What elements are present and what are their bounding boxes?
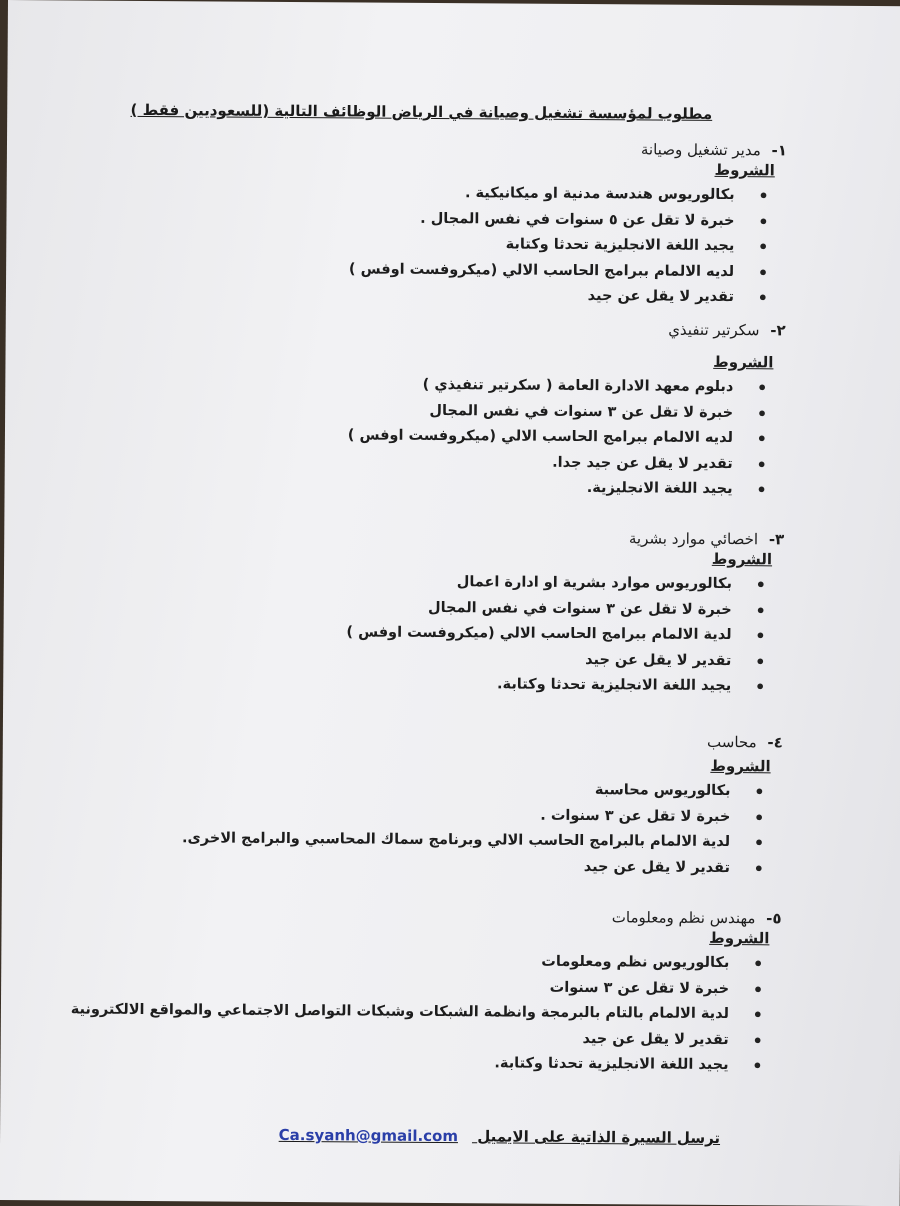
conditions-list (193, 568, 784, 700)
job-number: ٣- (768, 530, 785, 549)
list-item: • لدية الالمام ببرامج الحاسب الالي (ميكروفست اوفس ) (194, 619, 766, 648)
list-item: • بكالوريوس هندسة مدنية او ميكانيكية . (197, 179, 769, 208)
job-heading (192, 905, 782, 927)
conditions-list (70, 947, 782, 1079)
job-number: ٤- (767, 733, 783, 752)
job-number: ٢- (770, 321, 786, 340)
job-section-4 (181, 729, 783, 881)
job-heading (196, 317, 786, 339)
job-heading (193, 729, 783, 751)
job-section-3 (193, 526, 784, 700)
list-item: • تقدير لا يقل عن جيد (191, 1024, 763, 1053)
job-title: محاسب (707, 732, 757, 752)
list-item: • لديه الالمام ببرامج الحاسب الالي (ميكروفست اوفس ) (195, 422, 767, 451)
list-item: • بكالوريوس محاسبة (192, 775, 764, 804)
list-item: • خبرة لا تقل عن ٣ سنوات في نفس المجال (195, 397, 767, 426)
conditions-label: الشروط (714, 160, 775, 180)
list-item: • خبرة لا تقل عن ٣ سنوات في نفس المجال (194, 594, 766, 623)
list-item: • يجيد اللغة الانجليزية. (195, 473, 767, 502)
conditions-label: الشروط (713, 352, 774, 372)
job-title: مهندس نظم ومعلومات (611, 908, 756, 928)
list-item: • خبرة لا تقل عن ٥ سنوات في نفس المجال . (196, 205, 768, 234)
job-title: اخصائي موارد بشرية (628, 529, 759, 549)
conditions-list (181, 775, 783, 881)
list-item: • يجيد اللغة الانجليزية تحدثا وكتابة. (191, 1049, 763, 1078)
job-number: ١- (771, 141, 788, 160)
conditions-list (196, 179, 787, 311)
conditions-label: الشروط (711, 549, 773, 569)
conditions-label: الشروط (709, 928, 770, 948)
job-section-1 (196, 137, 787, 311)
job-section-2 (195, 317, 786, 503)
list-item: • تقدير لا يقل عن جيد (196, 281, 768, 310)
job-title: مدير تشغيل وصيانة (640, 140, 761, 160)
job-section-5 (70, 905, 782, 1079)
list-item: • بكالوريوس موارد بشرية او ادارة اعمال (194, 568, 766, 597)
list-item: • تقدير لا يقل عن جيد جدا. (195, 448, 767, 477)
list-item: • يجيد اللغة الانجليزية تحدثا وكتابة (196, 230, 768, 259)
list-item: • خبرة لا تقل عن ٣ سنوات . (192, 801, 764, 830)
job-title: سكرتير تنفيذي (668, 320, 760, 340)
list-item: • تقدير لا يقل عن جيد (193, 645, 765, 674)
list-item: • لدية الالمام بالبرامج الحاسب الالي وبرنامج سماك المحاسبي والبرامج الاخرى. (192, 826, 764, 855)
conditions-list (195, 371, 786, 503)
job-heading (194, 526, 784, 548)
list-item: • لديه الالمام ببرامج الحاسب الالي (ميكروفست اوفس ) (196, 256, 768, 285)
list-item: • بكالوريوس نظم ومعلومات (191, 947, 763, 976)
conditions-label: الشروط (710, 756, 771, 776)
footer-contact (278, 1125, 721, 1147)
list-item: • دبلوم معهد الادارة العامة ( سكرتير تنفيذي ) (195, 371, 767, 400)
job-number: ٥- (766, 909, 782, 928)
email-link[interactable]: Ca.syanh@gmail.com (278, 1125, 459, 1146)
list-item: • لدية الالمام بالتام بالبرمجة وانظمة الشبكات وشبكات التواصل الاجتماعي والمواقع الالكترونية (191, 998, 763, 1027)
list-item: • تقدير لا يقل عن جيد (192, 852, 764, 881)
list-item: • خبرة لا تقل عن ٣ سنوات (191, 973, 763, 1002)
footer-text: ترسل السيرة الذاتية على الايميل (477, 1127, 721, 1147)
job-heading (197, 137, 787, 159)
list-item: • يجيد اللغة الانجليزية تحدثا وكتابة. (193, 670, 765, 699)
page-title: مطلوب لمؤسسة تشغيل وصيانة في الرياض الوظائف التالية (للسعوديين فقط ) (130, 100, 713, 123)
